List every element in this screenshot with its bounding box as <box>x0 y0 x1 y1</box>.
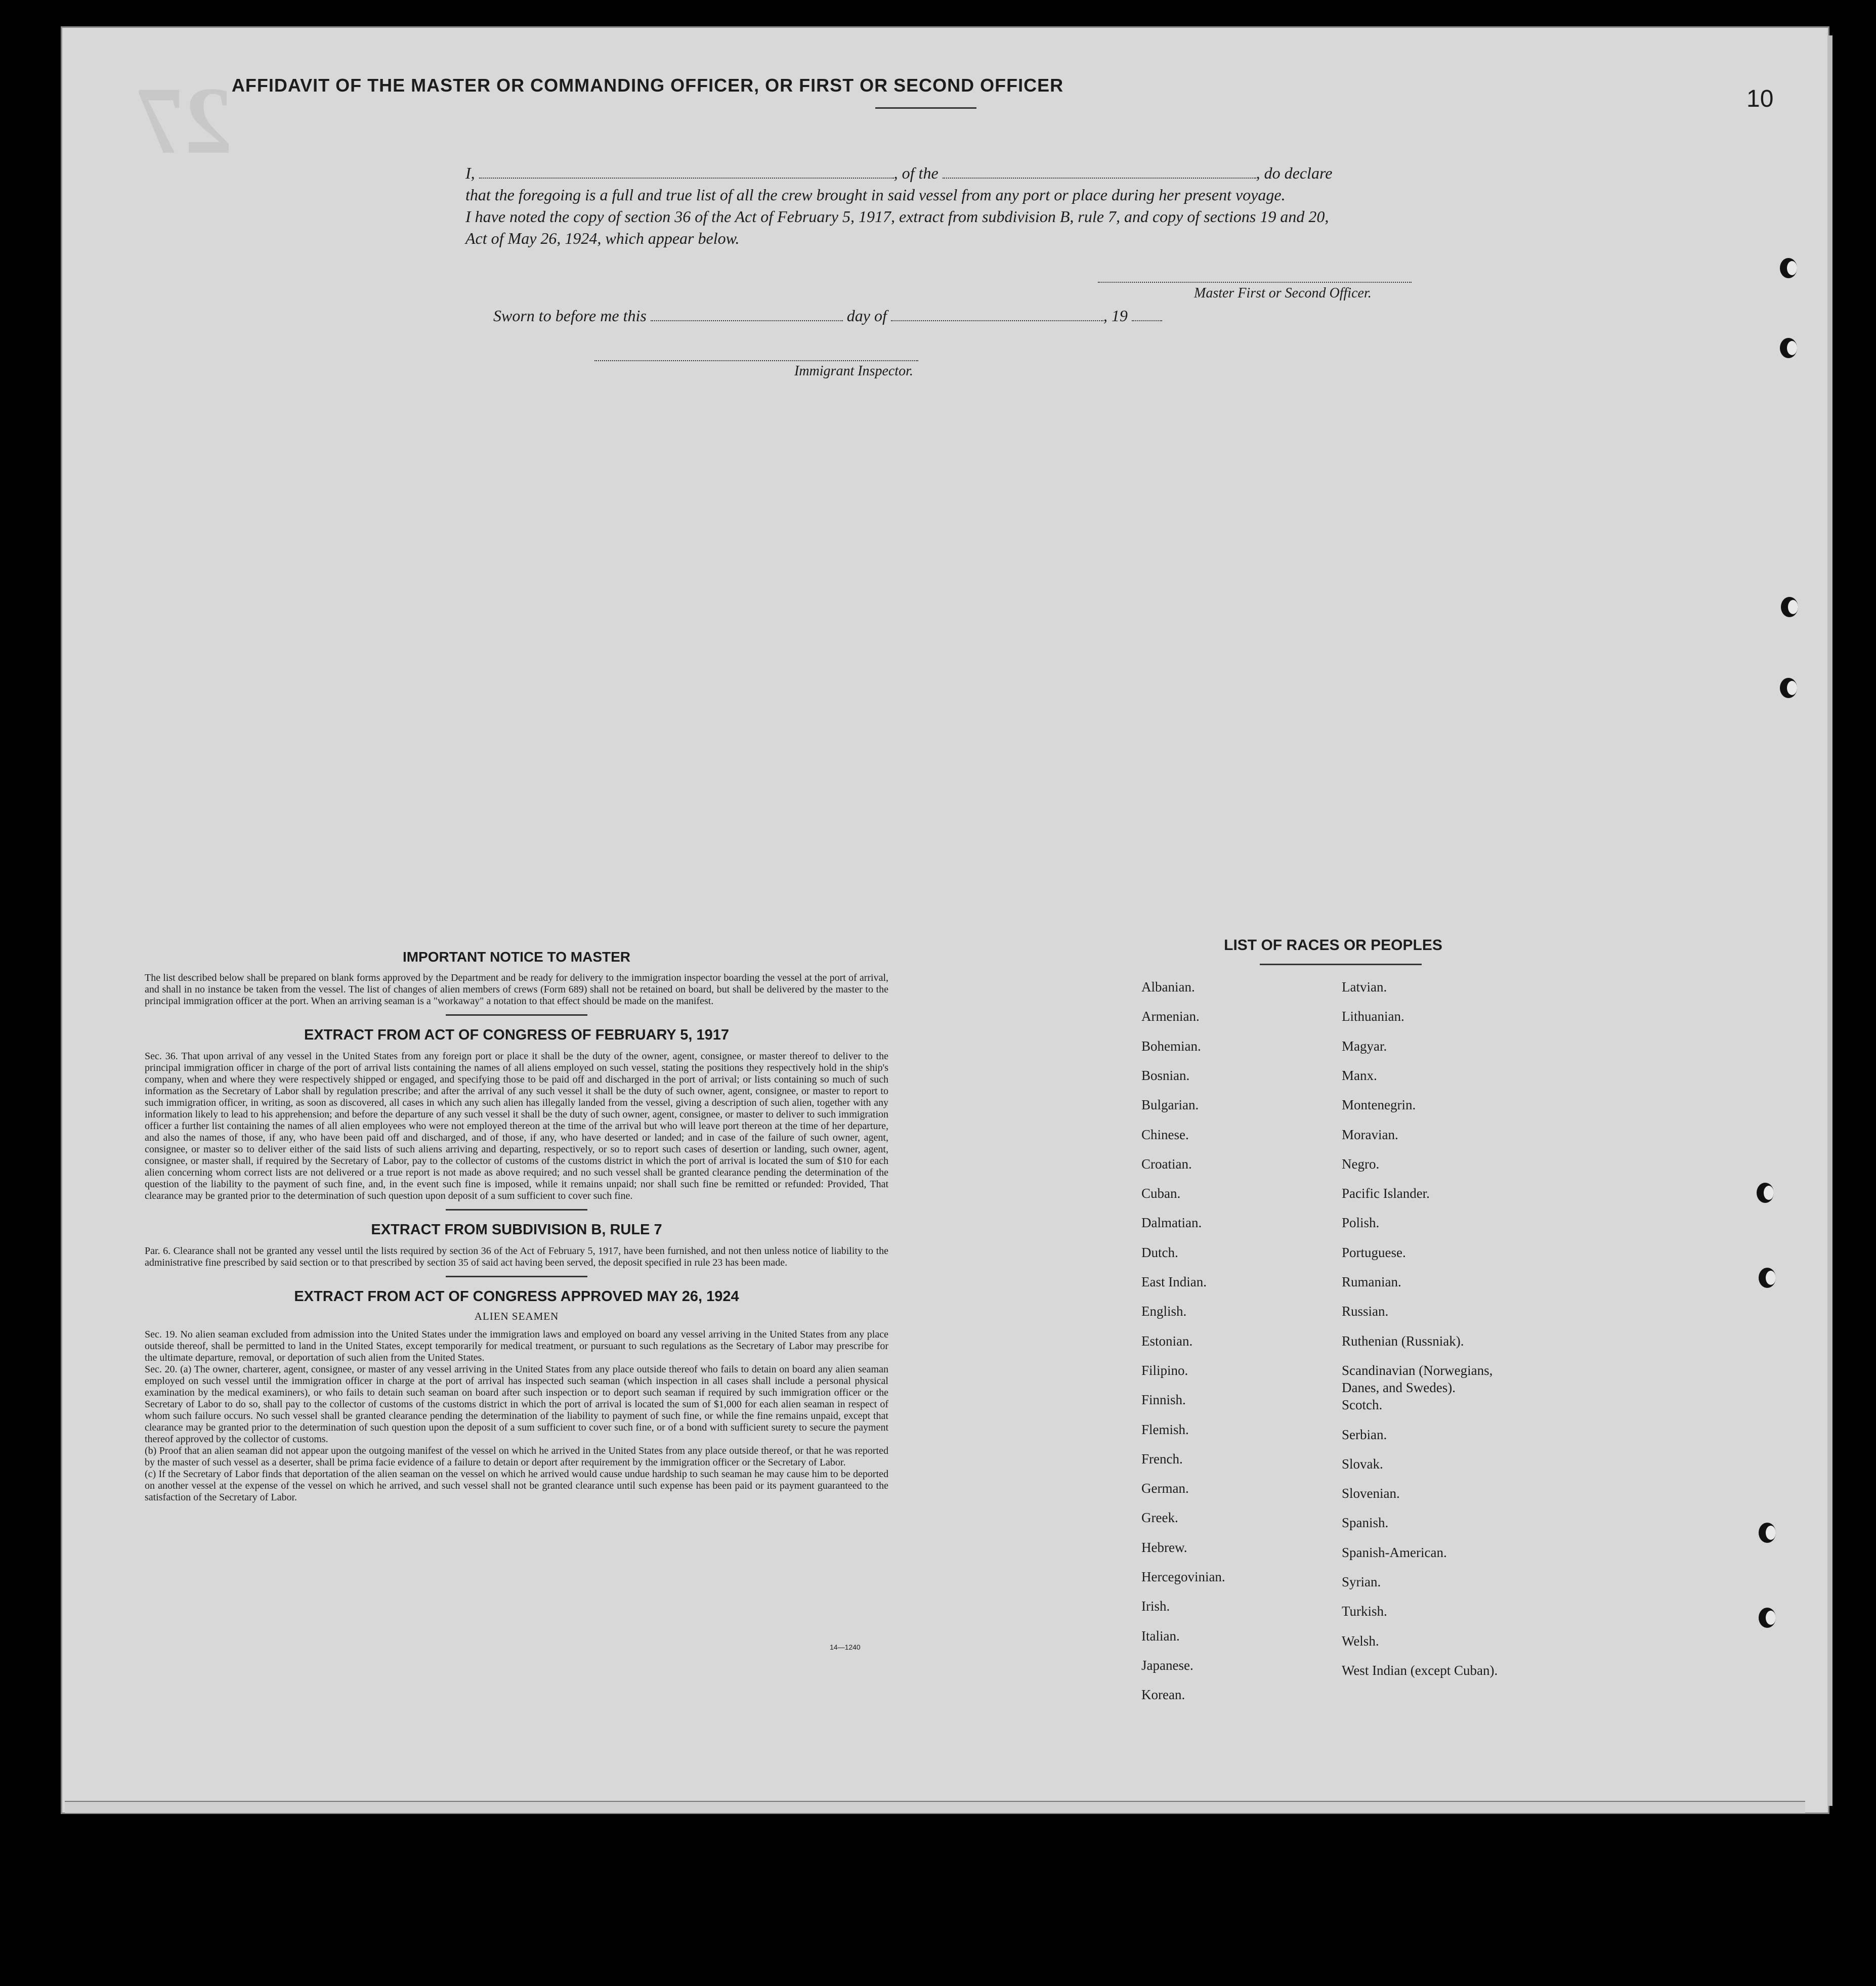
binder-hole <box>1780 678 1797 698</box>
race-right-item: Lithuanian. <box>1342 1009 1404 1024</box>
sworn-line <box>493 306 1162 326</box>
binder-hole <box>1759 1608 1776 1628</box>
day-of-label: day of <box>846 307 887 325</box>
race-right-item: Spanish. <box>1342 1515 1389 1531</box>
affidavit-rule <box>875 107 976 109</box>
race-right-item: Danes, and Swedes). <box>1342 1379 1456 1395</box>
race-right-item: Moravian. <box>1342 1127 1398 1142</box>
page-underlay <box>65 1801 1805 1813</box>
sworn-month-field[interactable] <box>891 308 1103 321</box>
notice-to-master <box>145 949 888 1503</box>
race-left-item: Japanese. <box>1141 1657 1193 1673</box>
race-right-item: Magyar. <box>1342 1038 1387 1054</box>
sec20a-text: Sec. 20. (a) The owner, charterer, agent, consignee, or master of any vessel arriving in the United States from any place outside thereof who fails to detain on board any alien seaman employed on such vessel until the immigration officer in charge at the port of arrival has inspected such seaman (which inspection in all cases shall include a personal physical examination by the medical examiners), or who fails to detain such seaman on board after such inspection or to deport such seaman if required by such immigration officer or the Secretary of Labor to do so, shall pay to the collector of customs of the customs district in which the port of arrival is located the sum of $1,000 for each alien seaman in respect of whom such failure occurs. No such vessel shall be granted clearance pending the determination of the liability to payment of such fine, or while the fine remains unpaid, except that clearance may be granted prior to the determination of such question upon the deposit of a sum sufficient to cover such fine, or of a bond with sufficient surety to secure the payment thereof approved by the collector of customs. <box>145 1364 888 1445</box>
section-divider <box>446 1276 587 1277</box>
race-right-item: Portuguese. <box>1342 1244 1406 1260</box>
binder-hole <box>1781 597 1798 617</box>
race-left-item: Greek. <box>1141 1510 1178 1526</box>
race-left-item: Irish. <box>1141 1599 1170 1614</box>
vessel-name-field[interactable] <box>943 165 1256 179</box>
binder-hole <box>1780 338 1797 358</box>
race-right-item: West Indian (except Cuban). <box>1342 1662 1498 1678</box>
race-right-item: Rumanian. <box>1342 1274 1401 1289</box>
bleed-through-mark: 27 <box>137 68 233 174</box>
document-page <box>61 26 1829 1814</box>
declarant-name-field[interactable] <box>479 165 894 179</box>
binder-hole <box>1757 1183 1774 1203</box>
race-right-item: Scandinavian (Norwegians, <box>1342 1362 1493 1378</box>
races-title: LIST OF RACES OR PEOPLES <box>1224 937 1442 954</box>
race-right-item: Welsh. <box>1342 1633 1379 1649</box>
section-divider <box>446 1014 587 1016</box>
sec20c-text: (c) If the Secretary of Labor finds that deportation of the alien seaman on the vessel on which he arrived would cause undue hardship to such seaman he may cause him to be deported on another vessel at the expense of the vessel on which he arrived, and such vessel shall not be granted clearance until such expense has been paid or its payment guaranteed to the satisfaction of the Secretary of Labor. <box>145 1469 888 1503</box>
race-right-item: Turkish. <box>1342 1604 1387 1619</box>
race-left-item: Korean. <box>1141 1687 1185 1703</box>
race-left-item: Hebrew. <box>1141 1539 1187 1555</box>
master-signature-label: Master First or Second Officer. <box>1194 285 1372 301</box>
race-left-item: Filipino. <box>1141 1362 1188 1378</box>
page-number: 10 <box>1746 85 1774 112</box>
sworn-year-field[interactable] <box>1132 308 1162 321</box>
race-right-item: Spanish-American. <box>1342 1544 1447 1560</box>
extract-1924-subtitle: ALIEN SEAMEN <box>474 1310 559 1322</box>
race-left-item: East Indian. <box>1141 1274 1207 1289</box>
race-right-item: Serbian. <box>1342 1427 1387 1442</box>
vessel-prefix: , of the <box>893 164 939 182</box>
notice-text: The list described below shall be prepared on blank forms approved by the Department and be ready for delivery to the immigration inspector boarding the vessel at the port of arrival, and shall in no instance be taken from the vessel. The list of changes of alien members of crews (Form 689) shall not be retained on board, but shall be delivered by the master to the principal immigration officer at the port. When an arriving seaman is a "workaway" a notation to that effect should be made on the manifest. <box>145 972 888 1007</box>
declarant-prefix: I, <box>465 164 475 182</box>
race-left-item: Finnish. <box>1141 1392 1186 1408</box>
race-left-item: German. <box>1141 1481 1189 1496</box>
extract-rule7-title: EXTRACT FROM SUBDIVISION B, RULE 7 <box>371 1222 662 1238</box>
race-right-item: Russian. <box>1342 1304 1389 1319</box>
races-rule <box>1260 964 1422 965</box>
race-left-item: Bulgarian. <box>1141 1097 1199 1113</box>
form-number: 14—1240 <box>830 1643 861 1651</box>
affidavit-line-3: I have noted the copy of section 36 of the Act of February 5, 1917, extract from subdivision B, rule 7, and copy of sections 19 and 20, <box>465 207 1329 226</box>
race-left-item: Dutch. <box>1141 1244 1178 1260</box>
master-signature-field[interactable] <box>1098 281 1412 283</box>
race-left-item: Armenian. <box>1141 1009 1200 1024</box>
race-right-item: Pacific Islander. <box>1342 1186 1430 1201</box>
race-left-item: French. <box>1141 1451 1183 1466</box>
sworn-day-field[interactable] <box>651 308 843 321</box>
race-left-item: Bosnian. <box>1141 1067 1190 1083</box>
sec19-text: Sec. 19. No alien seaman excluded from admission into the United States under the immigration laws and employed on board any vessel arriving in the United States from any place outside thereof, shall be permitted to land in the United States, except temporarily for medical treatment, or pursuant to such regulations as the Secretary of Labor may prescribe for the ultimate departure, removal, or deportation of such alien from the United States. <box>145 1329 888 1363</box>
race-left-item: Albanian. <box>1141 979 1195 995</box>
sec20b-text: (b) Proof that an alien seaman did not appear upon the outgoing manifest of the vessel on which he arrived in the United States from any place outside thereof, or that he was reported by the master of such vessel as a deserter, shall be prima facie evidence of a failure to detain or deport after requirement by the immigration officer or the Secretary of Labor. <box>145 1445 888 1468</box>
year-prefix: , 19 <box>1103 307 1128 325</box>
race-right-item: Scotch. <box>1342 1397 1383 1413</box>
race-left-item: Italian. <box>1141 1628 1180 1644</box>
binder-hole <box>1759 1523 1776 1543</box>
race-right-item: Syrian. <box>1342 1574 1381 1589</box>
extract-1924-title: EXTRACT FROM ACT OF CONGRESS APPROVED MAY 26, 1924 <box>294 1288 739 1305</box>
affidavit-line-2: that the foregoing is a full and true list of all the crew brought in said vessel from any port or place during her present voyage. <box>465 186 1286 204</box>
inspector-signature-label: Immigrant Inspector. <box>794 363 913 379</box>
affidavit-line-4: Act of May 26, 1924, which appear below. <box>465 229 740 247</box>
race-left-item: Bohemian. <box>1141 1038 1201 1054</box>
race-left-item: Hercegovinian. <box>1141 1569 1225 1584</box>
race-left-item: Croatian. <box>1141 1156 1192 1172</box>
race-left-item: Dalmatian. <box>1141 1215 1202 1231</box>
race-right-item: Slovenian. <box>1342 1486 1400 1501</box>
extract-rule7-text: Par. 6. Clearance shall not be granted any vessel until the lists required by section 36 of the Act of February 5, 1917, have been furnished, and not then unless notice of liability to the administrative fine prescribed by said section or to that prescribed by section 35 of said act having been served, the deposit specified in rule 23 has been made. <box>145 1245 888 1268</box>
affidavit-title: AFFIDAVIT OF THE MASTER OR COMMANDING OFFICER, OR FIRST OR SECOND OFFICER <box>231 75 1064 96</box>
extract-1917-text: Sec. 36. That upon arrival of any vessel in the United States from any foreign port or place it shall be the duty of the owner, agent, consignee, or master thereof to deliver to the principal immigration officer in charge of the port of arrival lists containing the names of all aliens employed on such vessel, stating the positions they respectively hold in the ship's company, when and where they were respectively shipped or engaged, and specifying those to be paid off and discharged in the port of arrival; or lists containing so much of such information as the Secretary of Labor shall by regulation prescribe; and after the arrival of any such vessel it shall be the duty of such owner, agent, consignee, or master to report to such immigration officer, in writing, as soon as discovered, all cases in which any such alien has illegally landed from the vessel, giving a description of such alien, together with any information likely to lead to his apprehension; and before the departure of any such vessel it shall be the duty of such owner, agent, consignee, or master to deliver to such immigration officer a further list containing the names of all alien employees who were not employed thereon at the time of the arrival but who will leave port thereon at the time of her departure, and also the names of those, if any, who have been paid off and discharged, and of those, if any, who have deserted or landed; and in case of the failure of such owner, agent, consignee, or master so to deliver either of the said lists of such aliens arriving and departing, respectively, or so to report such cases of desertion or landing, such owner, agent, consignee, or master shall, if required by the Secretary of Labor, pay to the collector of customs of the customs district in which the port of arrival is located the sum of $10 for each alien concerning whom correct lists are not delivered or a true report is not made as above required; and no such vessel shall be granted clearance pending the determination of the question of the liability to the payment of such fine, and, in the event such fine is imposed, while it remains unpaid; nor shall such fine be remitted or refunded: Provided, That clearance may be granted prior to the determination of such question upon deposit of a sum sufficient to cover such fine. <box>145 1051 888 1201</box>
inspector-signature-field[interactable] <box>594 359 918 361</box>
race-right-item: Manx. <box>1342 1067 1377 1083</box>
declare-suffix: , do declare <box>1256 164 1333 182</box>
race-right-item: Ruthenian (Russniak). <box>1342 1333 1464 1349</box>
race-right-item: Polish. <box>1342 1215 1380 1231</box>
sworn-prefix: Sworn to before me this <box>493 307 647 325</box>
race-right-item: Slovak. <box>1342 1456 1383 1472</box>
binder-hole <box>1780 258 1797 278</box>
race-right-item: Latvian. <box>1342 979 1387 995</box>
race-left-item: Chinese. <box>1141 1127 1189 1142</box>
race-left-item: Estonian. <box>1141 1333 1193 1349</box>
race-left-item: Flemish. <box>1141 1421 1189 1437</box>
section-divider <box>446 1209 587 1211</box>
notice-title: IMPORTANT NOTICE TO MASTER <box>402 949 631 965</box>
binder-hole <box>1759 1268 1776 1288</box>
race-right-item: Montenegrin. <box>1342 1097 1416 1113</box>
race-left-item: English. <box>1141 1304 1187 1319</box>
race-right-item: Negro. <box>1342 1156 1380 1172</box>
extract-1917-title: EXTRACT FROM ACT OF CONGRESS OF FEBRUARY 5, 1917 <box>304 1027 730 1043</box>
page-edge <box>1827 35 1832 1806</box>
race-left-item: Cuban. <box>1141 1186 1181 1201</box>
affidavit-line-1 <box>465 163 1332 183</box>
